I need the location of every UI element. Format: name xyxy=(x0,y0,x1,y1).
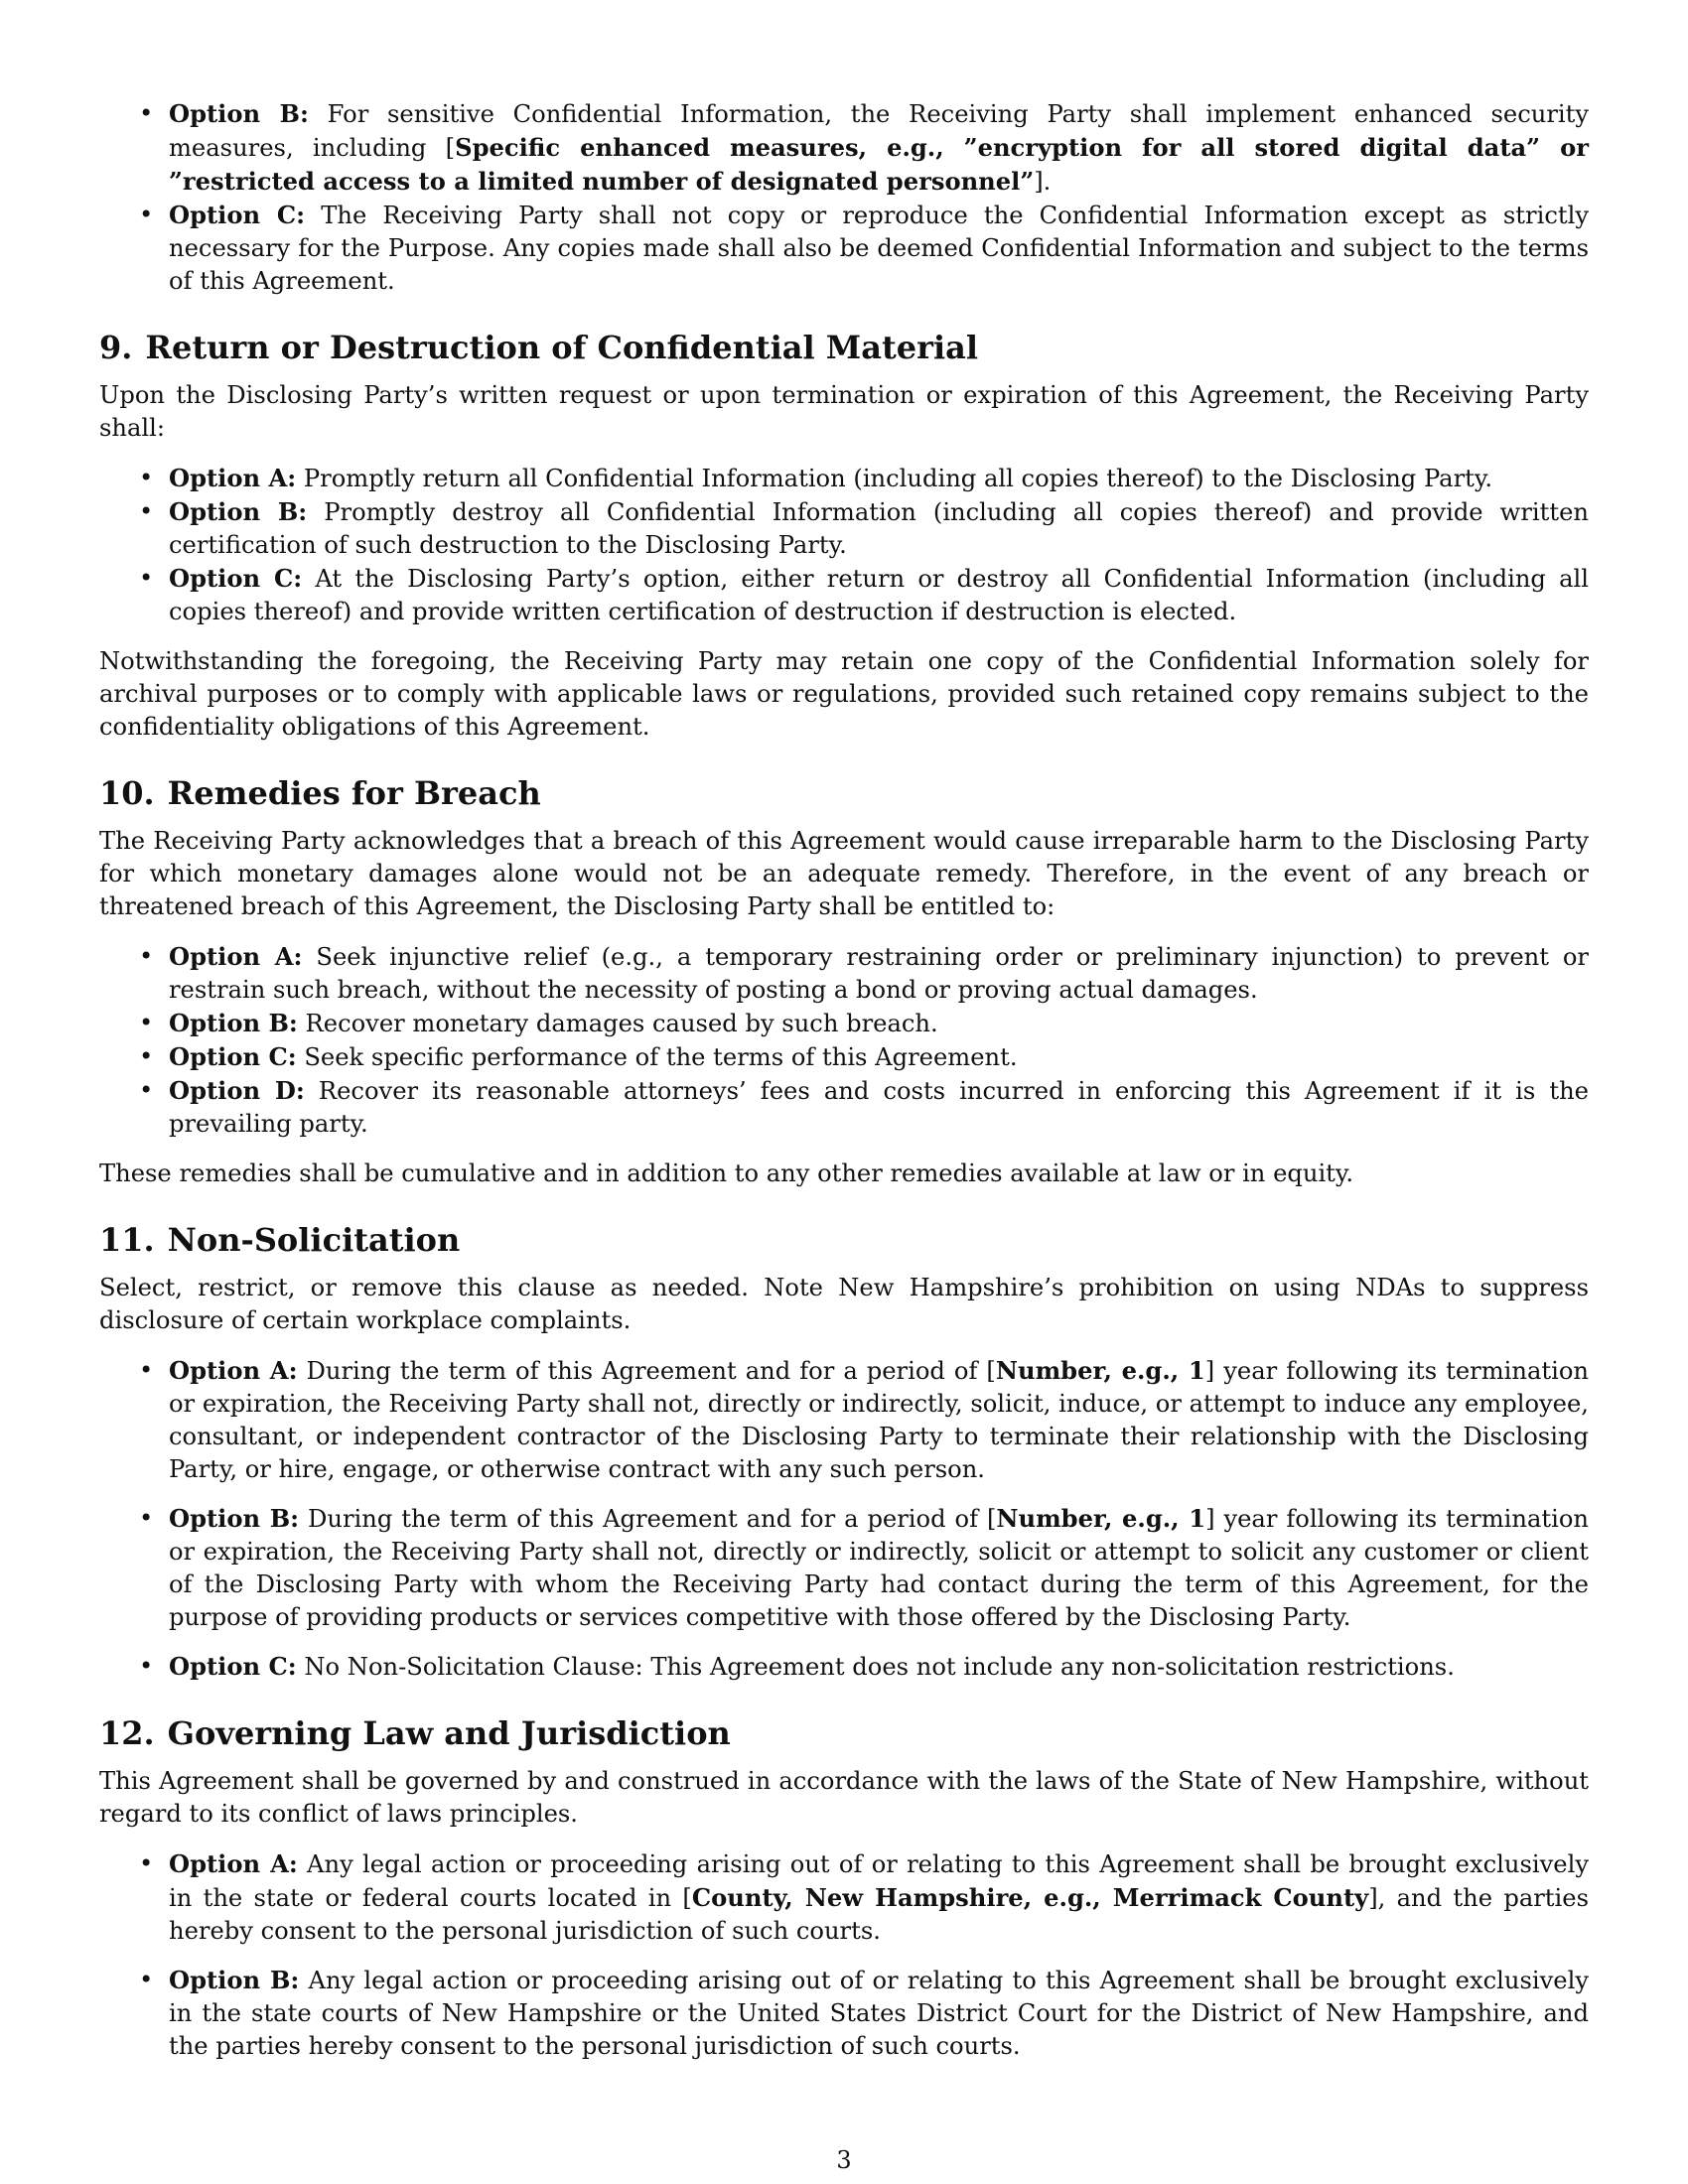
section-title: Remedies for Breach xyxy=(167,774,541,812)
option-label: Option C: xyxy=(169,201,306,229)
option-item xyxy=(99,97,1589,199)
section-heading xyxy=(99,1220,1589,1260)
placeholder-text: Number, e.g., 1 xyxy=(995,1356,1205,1385)
section-title: Governing Law and Jurisdiction xyxy=(167,1714,731,1752)
option-label: Option A: xyxy=(169,942,303,971)
section-intro: The Receiving Party acknowledges that a breach of this Agreement would cause irreparable harm to the Disclosing Party for which monetary damages alone would not be an adequate remedy. Therefore, in the event of any breach or threatened breach of this Agreement, the Disclosing Party shall be entitled to: xyxy=(99,827,1589,920)
option-label: Option A: xyxy=(169,1356,298,1385)
option-label: Option B: xyxy=(169,99,309,128)
option-text: ]. xyxy=(1034,168,1052,196)
option-item xyxy=(99,199,1589,298)
option-label: Option B: xyxy=(169,1966,300,1994)
option-label: Option C: xyxy=(169,1652,297,1681)
option-list xyxy=(99,940,1589,1141)
option-label: Option D: xyxy=(169,1076,305,1105)
option-item xyxy=(99,1650,1589,1684)
option-label: Option C: xyxy=(169,564,303,593)
section-outro: These remedies shall be cumulative and in addition to any other remedies available at law or in equity. xyxy=(99,1160,1354,1187)
section-number: 11. xyxy=(99,1221,155,1259)
option-item xyxy=(99,1040,1589,1074)
option-label: Option A: xyxy=(169,1849,298,1878)
option-text: Promptly destroy all Confidential Information (including all copies thereof) and provide written certification of such destruction to the Disclosing Party. xyxy=(169,498,1589,559)
option-text: Any legal action or proceeding arising out of or relating to this Agreement shall be brought exclusively in the state or federal courts located in [ xyxy=(169,1850,1589,1912)
option-item xyxy=(99,1847,1589,1948)
section-outro: Notwithstanding the foregoing, the Receiving Party may retain one copy of the Confidential Information solely for archival purposes or to comply with applicable laws or regulations, provided such retained copy remains subject to the confidentiality obligations of this Agreement. xyxy=(99,647,1589,741)
option-list xyxy=(99,462,1589,628)
page-number: 3 xyxy=(836,2146,852,2174)
sections-container xyxy=(99,328,1589,2063)
option-item xyxy=(99,562,1589,628)
option-item xyxy=(99,462,1589,495)
section-heading xyxy=(99,1713,1589,1753)
option-text: For sensitive Confidential Information, the Receiving Party shall implement enhanced security measures, including [ xyxy=(169,100,1589,162)
option-label: Option B: xyxy=(169,1009,298,1037)
section-intro: Select, restrict, or remove this clause as needed. Note New Hampshire’s prohibition on using NDAs to suppress disclosure of certain workplace complaints. xyxy=(99,1274,1589,1334)
option-item xyxy=(99,495,1589,562)
option-list xyxy=(99,1354,1589,1684)
option-item xyxy=(99,1502,1589,1634)
placeholder-text: Number, e.g., 1 xyxy=(996,1504,1206,1533)
continued-option-list xyxy=(99,97,1589,298)
option-text: Any legal action or proceeding arising out of or relating to this Agreement shall be brought exclusively in the state courts of New Hampshire or the United States District Court for the District of New Hampshire, and the parties hereby consent to the personal jurisdiction of such courts. xyxy=(169,1967,1590,2060)
section-number: 12. xyxy=(99,1714,155,1752)
section-heading xyxy=(99,328,1589,367)
option-label: Option B: xyxy=(169,497,308,526)
section-number: 9. xyxy=(99,329,133,366)
option-label: Option B: xyxy=(169,1504,300,1533)
section-title: Return or Destruction of Confidential Material xyxy=(145,329,978,366)
option-text: ] year following its termination or expiration, the Receiving Party shall not, directly or indirectly, solicit or attempt to solicit any customer or client of the Disclosing Party with whom the Receiving Party had contact during the term of this Agreement, for the purpose of providing products or services competitive with those offered by the Disclosing Party. xyxy=(169,1505,1589,1631)
option-text: Recover monetary damages caused by such breach. xyxy=(297,1010,938,1037)
option-item xyxy=(99,1074,1589,1141)
option-text: Seek injunctive relief (e.g., a temporary restraining order or preliminary injunction) to prevent or restrain such breach, without the necessity of posting a bond or proving actual damages. xyxy=(169,943,1589,1004)
option-item xyxy=(99,1964,1589,2063)
section-intro: This Agreement shall be governed by and construed in accordance with the laws of the State of New Hampshire, without regard to its conflict of laws principles. xyxy=(99,1767,1589,1828)
option-item xyxy=(99,940,1589,1007)
option-text: At the Disclosing Party’s option, either return or destroy all Confidential Information (including all copies thereof) and provide written certification of destruction if destruction is elected. xyxy=(169,565,1589,625)
placeholder-text: County, New Hampshire, e.g., Merrimack County xyxy=(691,1883,1369,1912)
option-text: No Non-Solicitation Clause: This Agreement does not include any non-solicitation restrictions. xyxy=(296,1653,1455,1681)
document-page xyxy=(99,97,1589,2080)
option-item xyxy=(99,1354,1589,1486)
option-text: Seek specific performance of the terms of this Agreement. xyxy=(296,1043,1018,1071)
option-list xyxy=(99,1847,1589,2063)
section-heading xyxy=(99,773,1589,813)
option-text: Promptly return all Confidential Information (including all copies thereof) to the Disclosing Party. xyxy=(296,465,1493,492)
option-item xyxy=(99,1007,1589,1040)
option-text: The Receiving Party shall not copy or reproduce the Confidential Information except as strictly necessary for the Purpose. Any copies made shall also be deemed Confidential Information and subject to the terms of this Agreement. xyxy=(169,202,1589,295)
option-text: ], and the parties hereby consent to the personal jurisdiction of such courts. xyxy=(169,1884,1589,1945)
option-text: Recover its reasonable attorneys’ fees and costs incurred in enforcing this Agreement if it is the prevailing party. xyxy=(169,1077,1589,1138)
section-number: 10. xyxy=(99,774,155,812)
option-label: Option A: xyxy=(169,464,297,492)
section-title: Non-Solicitation xyxy=(167,1221,461,1259)
placeholder-text: Specific enhanced measures, e.g., ”encryption for all stored digital data” or ”restricted access to a limited number of designated personnel” xyxy=(169,133,1590,196)
option-text: ] year following its termination or expiration, the Receiving Party shall not, directly or indirectly, solicit, induce, or attempt to induce any employee, consultant, or independent contractor of the Disclosing Party to terminate their relationship with the Disclosing Party, or hire, engage, or otherwise contract with any such person. xyxy=(169,1357,1589,1483)
option-text: During the term of this Agreement and for a period of [ xyxy=(297,1357,996,1385)
option-label: Option C: xyxy=(169,1042,297,1071)
section-intro: Upon the Disclosing Party’s written request or upon termination or expiration of this Agreement, the Receiving Party shall: xyxy=(99,381,1589,442)
option-text: During the term of this Agreement and for a period of [ xyxy=(299,1505,997,1533)
